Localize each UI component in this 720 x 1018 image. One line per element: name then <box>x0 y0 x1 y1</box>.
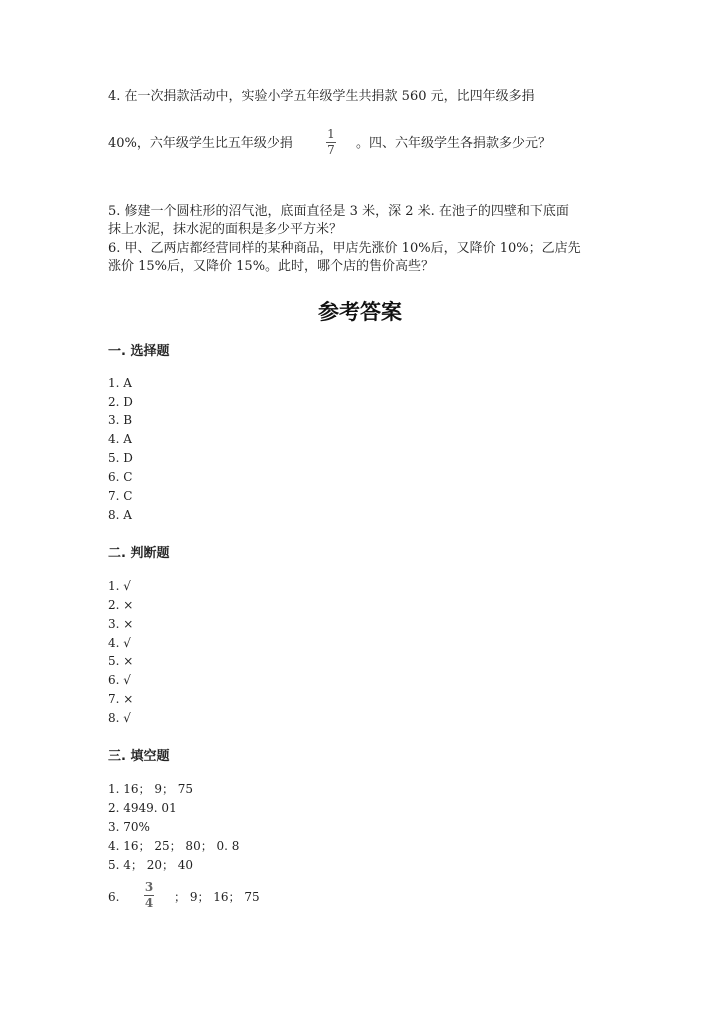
list-item: 6. √ <box>108 673 131 687</box>
list-item: 1. 16； 9； 75 <box>108 782 194 796</box>
list-item: 4. 16； 25； 80； 0. 8 <box>108 839 240 853</box>
list-item: 4. √ <box>108 636 131 650</box>
fraction-one-seventh <box>326 128 336 157</box>
list-item: 7. × <box>108 692 134 706</box>
list-item: 1. A <box>108 376 132 390</box>
list-item: 1. √ <box>108 579 131 593</box>
list-item: 7. C <box>108 489 133 503</box>
fraction-denominator: 4 <box>144 896 154 910</box>
question-6-line-1: 6. 甲、乙两店都经营同样的某种商品，甲店先涨价 10%后，又降价 10%；乙店先 <box>108 241 581 256</box>
list-item: 4. A <box>108 432 132 446</box>
list-item: 3. × <box>108 617 134 631</box>
question-5-line-2: 抹上水泥，抹水泥的面积是多少平方米？ <box>108 222 343 237</box>
list-item: 3. B <box>108 413 133 427</box>
list-item: 5. 4； 20； 40 <box>108 858 194 872</box>
question-4-line-2-start: 40%，六年级学生比五年级少捐 <box>108 136 293 151</box>
fraction-denominator: 7 <box>327 143 335 157</box>
section-judgement-heading: 二. 判断题 <box>108 546 170 561</box>
list-item: 3. 70% <box>108 820 150 834</box>
list-item: 2. × <box>108 598 134 612</box>
question-4-line-2-end: 。四、六年级学生各捐款多少元？ <box>356 136 552 151</box>
list-item: 5. × <box>108 654 134 668</box>
question-6-line-2: 涨价 15%后，又降价 15%。此时，哪个店的售价高些？ <box>108 259 435 274</box>
list-item: 5. D <box>108 451 133 465</box>
list-item: 2. D <box>108 395 133 409</box>
section-choice-heading: 一. 选择题 <box>108 344 170 359</box>
answers-title: 参考答案 <box>318 300 402 324</box>
section-fill-blank-heading: 三. 填空题 <box>108 749 170 764</box>
fraction-numerator: 3 <box>144 880 154 894</box>
list-item: 2. 4949. 01 <box>108 801 177 815</box>
list-item-6-values: ； 9； 16； 75 <box>174 890 260 904</box>
question-5-line-1: 5. 修建一个圆柱形的沼气池，底面直径是 3 米，深 2 米. 在池子的四壁和下底面 <box>108 204 569 219</box>
fraction-numerator: 1 <box>327 127 335 141</box>
list-item: 8. A <box>108 508 132 522</box>
fraction-three-quarters <box>144 881 154 910</box>
question-4-line-1: 4. 在一次捐款活动中，实验小学五年级学生共捐款 560 元，比四年级多捐 <box>108 89 535 104</box>
list-item: 6. C <box>108 470 133 484</box>
list-item-6-prefix: 6. <box>108 890 120 904</box>
list-item: 8. √ <box>108 711 131 725</box>
